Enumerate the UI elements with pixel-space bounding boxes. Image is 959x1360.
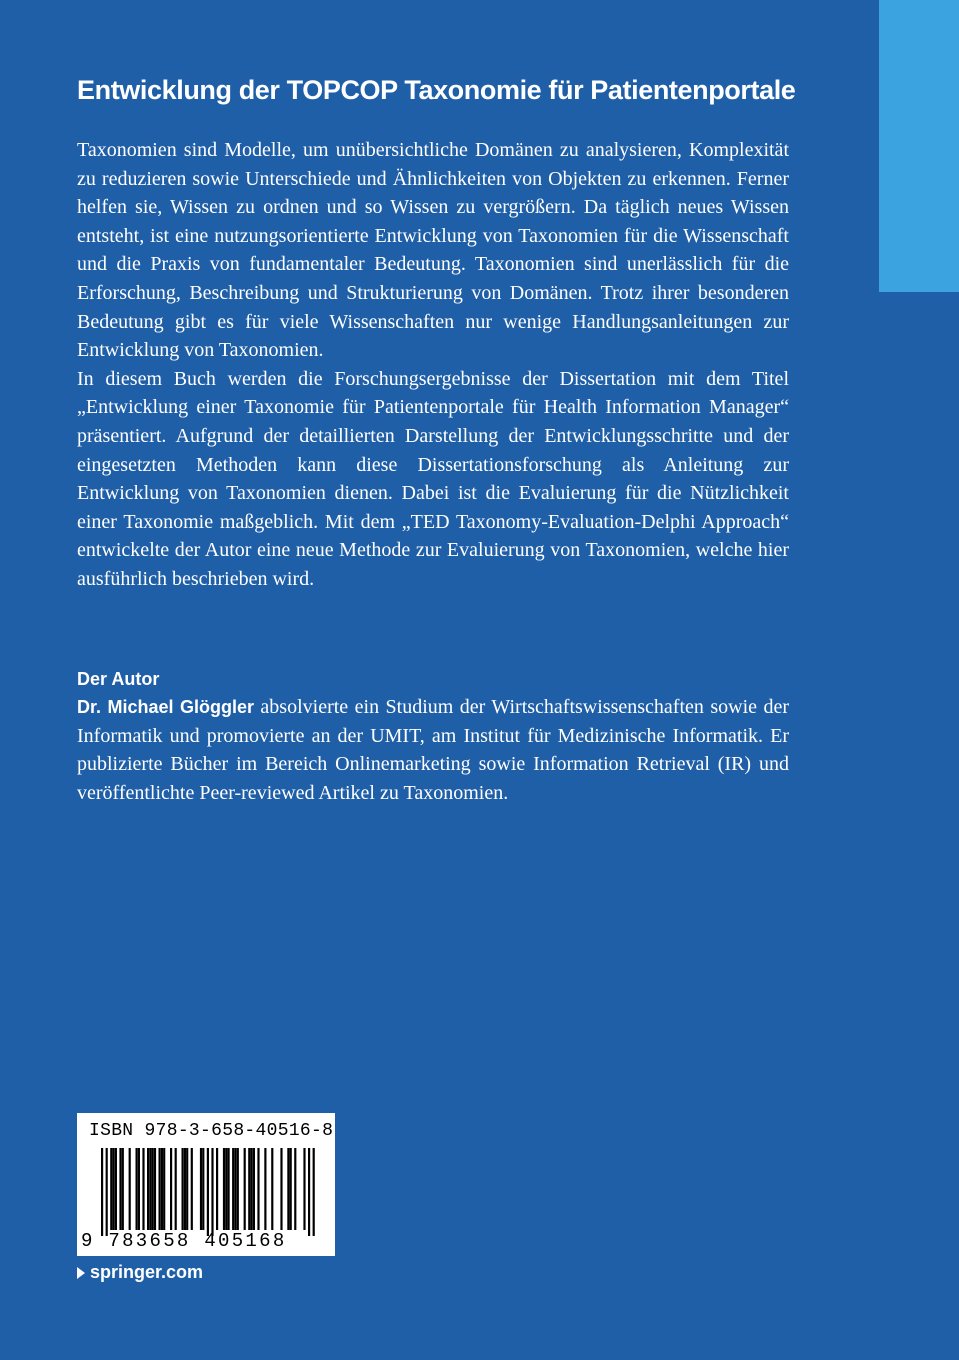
- author-bio-text: absolvierte ein Studium der Wirtschaftswissenschaften sowie der Informatik und promovierte an der UMIT, am Institut für Medizinische Informatik. Er publizierte Bücher im Bereich Onlinemarketing sowie Information Retrieval (IR) und veröffentlichte Peer-reviewed Artikel zu Taxonomien.: [77, 696, 789, 804]
- author-name: Dr. Michael Glöggler: [77, 697, 254, 717]
- description-paragraph-1: Taxonomien sind Modelle, um unübersichtliche Domänen zu analysieren, Komplexität zu reduzieren sowie Unterschiede und Ähnlichkeiten von Objekten zu erkennen. Ferner helfen sie, Wissen zu ordnen und so Wissen zu vergrößern. Da täglich neues Wissen entsteht, ist eine nutzungsorientierte Entwicklung von Taxonomien für die Wissenschaft und die Praxis von fundamentaler Bedeutung. Taxonomien sind unerlässlich für die Erforschung, Beschreibung und Strukturierung von Domänen. Trotz ihrer besonderen Bedeutung gibt es für viele Wissenschaften nur wenige Handlungsanleitungen zur Entwicklung von Taxonomien.: [77, 139, 789, 362]
- cover-side-tab: [879, 0, 959, 292]
- author-bio: [77, 693, 789, 807]
- publisher-link[interactable]: [77, 1262, 203, 1283]
- isbn-barcode: [77, 1113, 335, 1256]
- isbn-digits: 9 783658 405168: [81, 1230, 287, 1252]
- book-title: Entwicklung der TOPCOP Taxonomie für Patientenportale: [77, 75, 796, 105]
- book-description: [77, 136, 789, 594]
- isbn-label: ISBN 978-3-658-40516-8: [89, 1121, 334, 1141]
- arrow-right-icon: [77, 1267, 85, 1279]
- publisher-url: springer.com: [90, 1262, 204, 1282]
- author-heading: Der Autor: [77, 669, 160, 689]
- description-paragraph-2: In diesem Buch werden die Forschungsergebnisse der Dissertation mit dem Titel „Entwicklung einer Taxonomie für Patientenportale für Health Information Manager“ präsentiert. Aufgrund der detaillierten Darstellung der Entwicklungsschritte und der eingesetzten Methoden kann diese Dissertationsforschung als Anleitung zur Entwicklung von Taxonomien dienen. Dabei ist die Evaluierung für die Nützlichkeit einer Taxonomie maßgeblich. Mit dem „TED Taxonomy-Evaluation-Delphi Approach“ entwickelte der Autor eine neue Methode zur Evaluierung von Taxonomien, welche hier ausführlich beschrieben wird.: [77, 367, 789, 590]
